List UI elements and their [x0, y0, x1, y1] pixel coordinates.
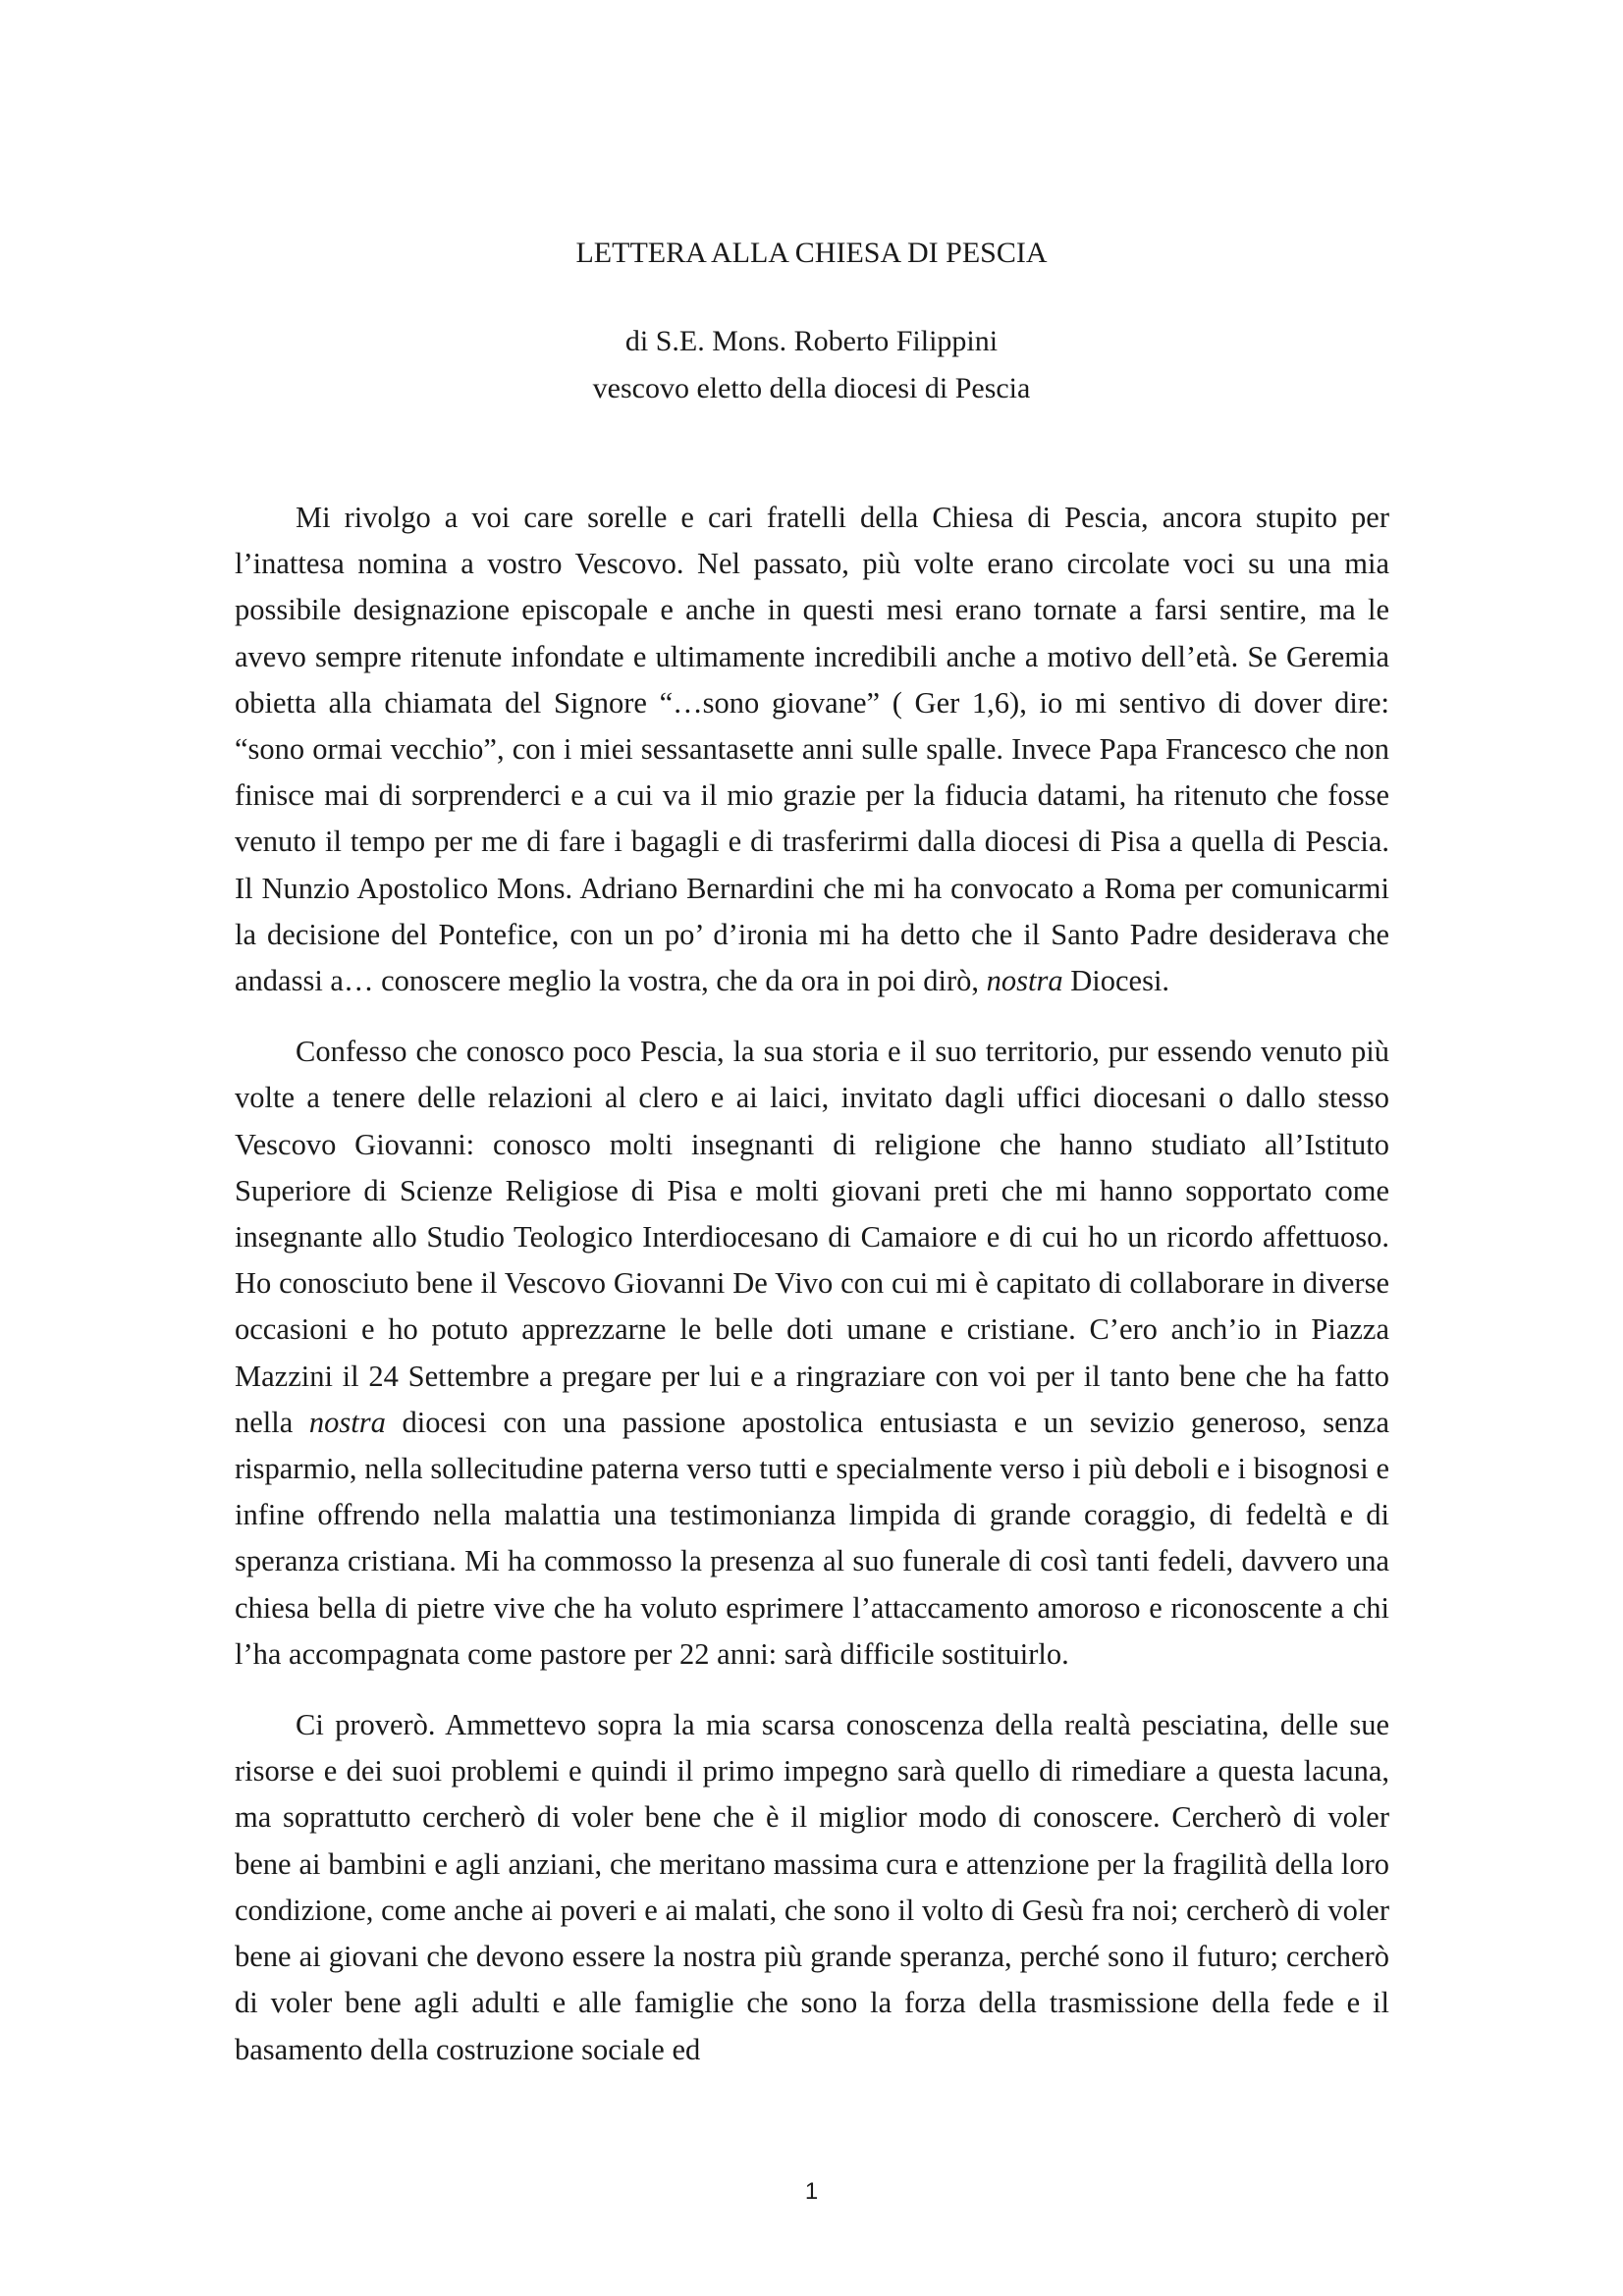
- paragraph-3-text: Ci proverò. Ammettevo sopra la mia scarsa conoscenza della realtà pesciatina, delle sue risorse e dei suoi problemi e quindi il primo impegno sarà quello di rimediare a questa lacuna, ma soprattutto cercherò di voler bene che è il miglior modo di conoscere. Cercherò di voler bene ai bambini e agli anziani, che meritano massima cura e attenzione per la fragilità della loro condizione, come anche ai poveri e ai malati, che sono il volto di Gesù fra noi; cercherò di voler bene ai giovani che devono essere la nostra più grande speranza, perché sono il futuro; cercherò di voler bene agli adulti e alle famiglie che sono la forza della trasmissione della fede e il basamento della costruzione sociale ed: [235, 1708, 1389, 2066]
- paragraph-2-text-end: diocesi con una passione apostolica entusiasta e un sevizio generoso, senza risparmio, nella sollecitudine paterna verso tutti e specialmente verso i più deboli e i bisognosi e infine offrendo nella malattia una testimonianza limpida di grande coraggio, di fedeltà e di speranza cristiana. Mi ha commosso la presenza al suo funerale di così tanti fedeli, davvero una chiesa bella di pietre vive che ha voluto esprimere l’attaccamento amoroso e riconoscente a chi l’ha accompagnata come pastore per 22 anni: sarà difficile sostituirlo.: [235, 1405, 1389, 1671]
- page-number: 1: [804, 2178, 819, 2205]
- author-line: di S.E. Mons. Roberto Filippini: [624, 325, 999, 357]
- paragraph-2: [235, 1029, 1389, 1678]
- paragraph-3: [235, 1702, 1389, 2073]
- paragraph-1-italic: nostra: [986, 964, 1063, 998]
- paragraph-1: [235, 495, 1389, 1004]
- paragraph-1-text: Mi rivolgo a voi care sorelle e cari fratelli della Chiesa di Pescia, ancora stupito per l’inattesa nomina a vostro Vescovo. Nel passato, più volte erano circolate voci su una mia possibile designazione episcopale e anche in questi mesi erano tornate a farsi sentire, ma le avevo sempre ritenute infondate e ultimamente incredibili anche a motivo dell’età. Se Geremia obietta alla chiamata del Signore “…sono giovane” ( Ger 1,6), io mi sentivo di dover dire: “sono ormai vecchio”, con i miei sessantasette anni sulle spalle. Invece Papa Francesco che non finisce mai di sorprenderci e a cui va il mio grazie per la fiducia datami, ha ritenuto che fosse venuto il tempo per me di fare i bagagli e di trasferirmi dalla diocesi di Pisa a quella di Pescia. Il Nunzio Apostolico Mons. Adriano Bernardini che mi ha convocato a Roma per comunicarmi la decisione del Pontefice, con un po’ d’ironia mi ha detto che il Santo Padre desiderava che andassi a… conoscere meglio la vostra, che da ora in poi dirò,: [235, 501, 1389, 998]
- letter-body: [235, 495, 1389, 2098]
- paragraph-2-italic: nostra: [308, 1405, 386, 1439]
- document-title: LETTERA ALLA CHIESA DI PESCIA: [575, 237, 1048, 269]
- paragraph-2-text: Confesso che conosco poco Pescia, la sua storia e il suo territorio, pur essendo venuto più volte a tenere delle relazioni al clero e ai laici, invitato dagli uffici diocesani o dallo stesso Vescovo Giovanni: conosco molti insegnanti di religione che hanno studiato all’Istituto Superiore di Scienze Religiose di Pisa e molti giovani preti che mi hanno sopportato come insegnante allo Studio Teologico Interdiocesano di Camaiore e di cui ho un ricordo affettuoso. Ho conosciuto bene il Vescovo Giovanni De Vivo con cui mi è capitato di collaborare in diverse occasioni e ho potuto apprezzarne le belle doti umane e cristiane. C’ero anch’io in Piazza Mazzini il 24 Settembre a pregare per lui e a ringraziare con voi per il tanto bene che ha fatto nella: [235, 1035, 1389, 1439]
- author-role-line: vescovo eletto della diocesi di Pescia: [592, 372, 1031, 404]
- paragraph-1-text-end: Diocesi.: [1062, 964, 1170, 998]
